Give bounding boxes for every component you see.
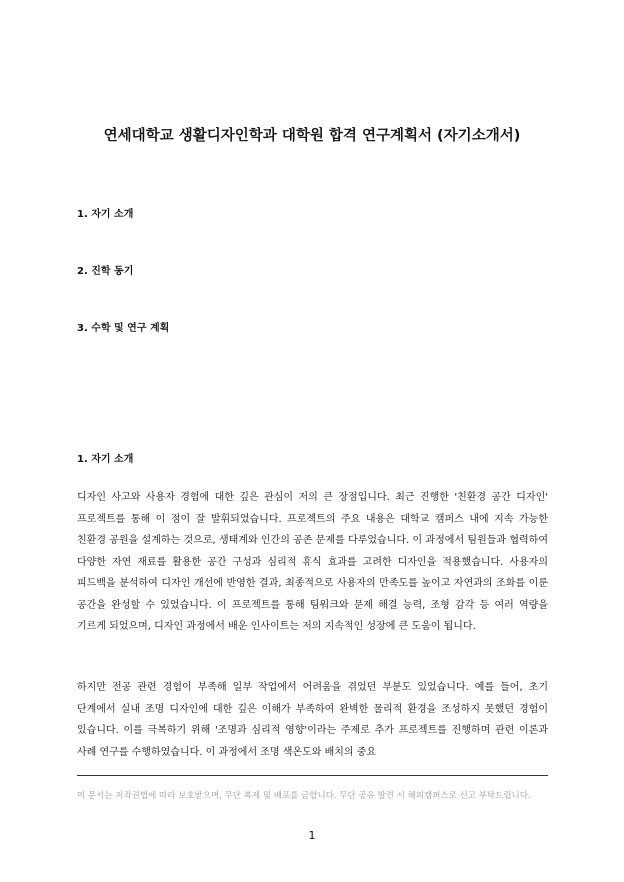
copyright-notice: 이 문서는 저작권법에 따라 보호받으며, 무단 복제 및 배포를 금합니다. 무단 공유 발견 시 해피캠퍼스로 신고 부탁드립니다. <box>77 791 531 801</box>
page-number: 1 <box>308 829 316 842</box>
body-paragraph: 하지만 전공 관련 경험이 부족해 일부 작업에서 어려움을 겪었던 부분도 있었습니다. 예를 들어, 초기 단계에서 실내 조명 디자인에 대한 깊은 이해가 부족하여 완벽한 물리적 환경을 조성하지 못했던 경험이 있습니다. 이를 극복하기 위해 '조명과 심리적 영향'이라는 주제로 추가 프로젝트를 진행하며 관련 이론과 사례 연구를 수행하였습니다. 이 과정에서 조명 색온도와 배치의 중요 <box>77 682 548 758</box>
toc-item-introduction: 1. 자기 소개 <box>77 209 134 220</box>
toc-item-study-plan: 3. 수학 및 연구 계획 <box>77 323 170 334</box>
body-paragraph: 디자인 사고와 사용자 경험에 대한 깊은 관심이 저의 큰 장점입니다. 최근 진행한 '친환경 공간 디자인' 프로젝트를 통해 이 점이 잘 발휘되었습니다. 프로젝트의 주요 내용은 대학교 캠퍼스 내에 지속 가능한 친환경 공원을 설계하는 것으로, 생태계와 인간의 공존 문제를 다루었습니다. 이 과정에서 팀원들과 협력하여 다양한 자연 재료를 활용한 공간 구성과 심리적 휴식 효과를 고려한 디자인을 적용했습니다. 사용자의 피드백을 분석하여 디자인 개선에 반영한 결과, 최종적으로 사용자의 만족도를 높이고 자연과의 조화를 이룬 공간을 완성할 수 있었습니다. 이 프로젝트를 통해 팀워크와 문제 해결 능력, 조형 감각 등 여러 역량을 기르게 되었으며, 디자인 과정에서 배운 인사이트는 저의 지속적인 성장에 큰 도움이 됩니다. <box>77 492 548 632</box>
section-heading-introduction: 1. 자기 소개 <box>77 454 134 465</box>
footer-divider <box>77 775 548 776</box>
body-paragraph-clip <box>77 677 548 773</box>
toc-item-motivation: 2. 진학 동기 <box>77 266 134 277</box>
document-title: 연세대학교 생활디자인학과 대학원 합격 연구계획서 (자기소개서) <box>103 128 521 144</box>
